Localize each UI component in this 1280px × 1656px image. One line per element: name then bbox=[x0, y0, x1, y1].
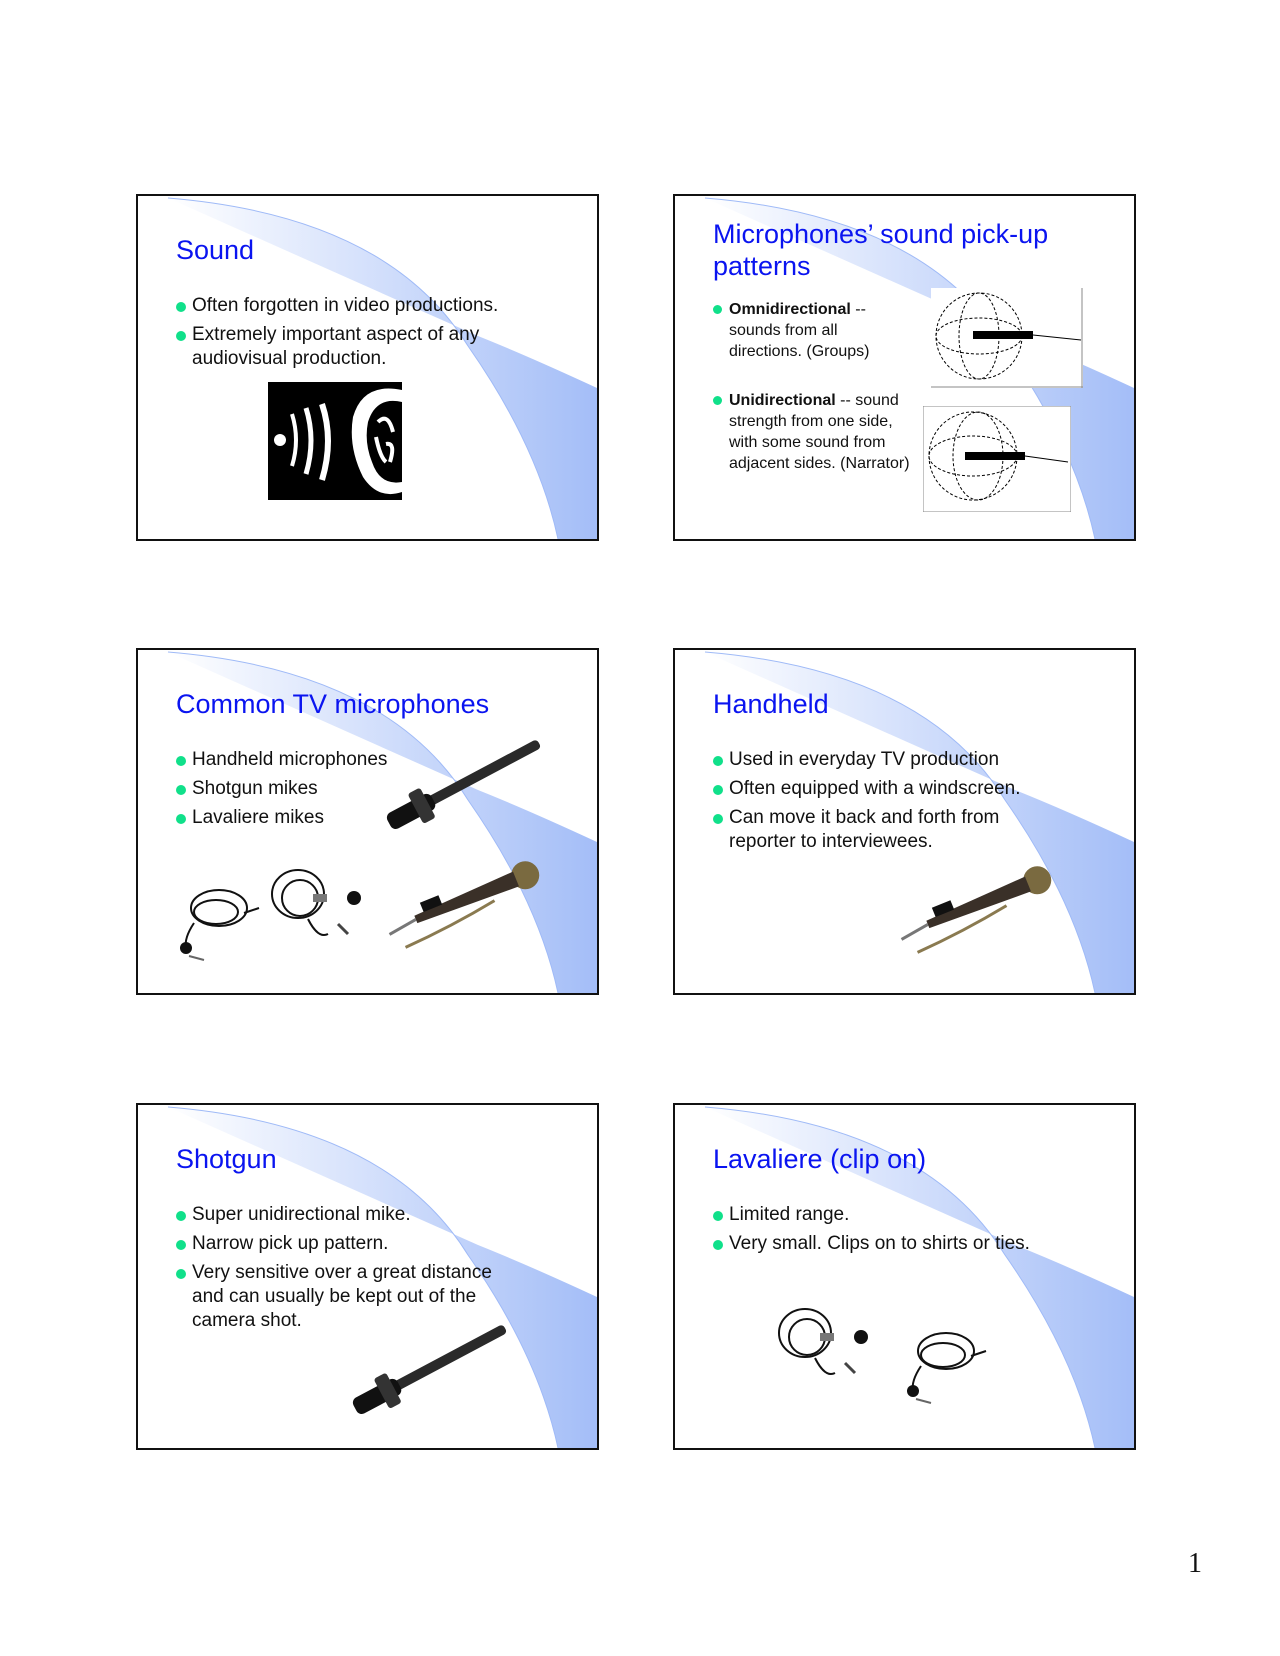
bullet-term: Unidirectional bbox=[729, 392, 836, 409]
handheld-mic-image bbox=[384, 860, 546, 955]
slide-shotgun bbox=[136, 1103, 599, 1450]
bullet-icon bbox=[176, 302, 186, 312]
bullet-icon bbox=[713, 756, 723, 766]
bullet-list bbox=[713, 748, 1043, 859]
bullet-item bbox=[176, 1232, 516, 1256]
bullet-icon bbox=[713, 396, 722, 405]
bullet-icon bbox=[176, 1269, 186, 1279]
unidirectional-pattern-diagram bbox=[923, 406, 1071, 512]
bullet-icon bbox=[713, 1240, 723, 1250]
bullet-item bbox=[713, 1232, 1030, 1256]
slide-lavaliere bbox=[673, 1103, 1136, 1450]
lavaliere-mic-image bbox=[268, 864, 368, 953]
bullet-item bbox=[713, 299, 879, 362]
bullet-icon bbox=[713, 814, 723, 824]
bullet-icon bbox=[176, 331, 186, 341]
bullet-text: -- sounds from all directions. (Groups) bbox=[729, 301, 870, 360]
bullet-text: Very small. Clips on to shirts or ties. bbox=[729, 1233, 1030, 1254]
bullet-item bbox=[713, 748, 1043, 772]
shotgun-mic-image bbox=[336, 1323, 518, 1424]
bullet-item bbox=[176, 748, 387, 772]
ear-sound-icon bbox=[268, 382, 402, 500]
bullet-icon bbox=[176, 756, 186, 766]
slide-title: Microphones’ sound pick-up patterns bbox=[713, 219, 1049, 281]
lavaliere-mic-image bbox=[901, 1321, 991, 1414]
bullet-icon bbox=[176, 814, 186, 824]
bullet-list bbox=[176, 294, 502, 376]
bullet-item bbox=[713, 806, 1019, 854]
lavaliere-mic-image bbox=[775, 1303, 875, 1392]
bullet-icon bbox=[176, 1211, 186, 1221]
handheld-mic-image bbox=[896, 865, 1058, 960]
slide-title: Handheld bbox=[713, 689, 829, 719]
bullet-icon bbox=[176, 785, 186, 795]
bullet-item bbox=[713, 390, 919, 474]
bullet-item bbox=[176, 777, 387, 801]
omnidirectional-pattern-diagram bbox=[931, 288, 1083, 388]
bullet-text: Very sensitive over a great distance and can usually be kept out of the camera shot. bbox=[192, 1262, 492, 1331]
bullet-item bbox=[176, 323, 502, 371]
bullet-item bbox=[176, 294, 502, 318]
bullet-icon bbox=[713, 785, 723, 795]
bullet-icon bbox=[713, 1211, 723, 1221]
bullet-term: Omnidirectional bbox=[729, 301, 851, 318]
page-number: 1 bbox=[1188, 1548, 1202, 1579]
slide-pickup-patterns bbox=[673, 194, 1136, 541]
slide-sound bbox=[136, 194, 599, 541]
slide-title: Lavaliere (clip on) bbox=[713, 1144, 927, 1174]
bullet-item bbox=[176, 1203, 516, 1227]
slide-title: Common TV microphones bbox=[176, 689, 490, 719]
bullet-text: -- sound strength from one side, with some sound from adjacent sides. (Narrator) bbox=[729, 392, 910, 472]
slide-title: Sound bbox=[176, 235, 255, 265]
bullet-text: Limited range. bbox=[729, 1204, 850, 1225]
shotgun-mic-image bbox=[370, 738, 552, 839]
bullet-list bbox=[176, 1203, 516, 1338]
bullet-icon bbox=[713, 305, 722, 314]
bullet-text: Lavaliere mikes bbox=[192, 807, 324, 828]
bullet-list bbox=[713, 299, 913, 479]
bullet-text: Handheld microphones bbox=[192, 749, 388, 770]
slide-common-tv-microphones bbox=[136, 648, 599, 995]
lavaliere-mic-image bbox=[174, 878, 264, 971]
bullet-text: Often forgotten in video productions. bbox=[192, 295, 499, 316]
bullet-item bbox=[176, 806, 387, 830]
slide-title: Shotgun bbox=[176, 1144, 277, 1174]
bullet-text: Can move it back and forth from reporter to interviewees. bbox=[729, 807, 1000, 852]
slide-handheld bbox=[673, 648, 1136, 995]
bullet-text: Super unidirectional mike. bbox=[192, 1204, 411, 1225]
bullet-text: Extremely important aspect of any audiovisual production. bbox=[192, 324, 480, 369]
bullet-list bbox=[176, 748, 387, 835]
bullet-text: Often equipped with a windscreen. bbox=[729, 778, 1021, 799]
bullet-text: Used in everyday TV production bbox=[729, 749, 1000, 770]
bullet-text: Narrow pick up pattern. bbox=[192, 1233, 389, 1254]
bullet-list bbox=[713, 1203, 1030, 1261]
bullet-item bbox=[713, 1203, 1030, 1227]
bullet-text: Shotgun mikes bbox=[192, 778, 318, 799]
bullet-icon bbox=[176, 1240, 186, 1250]
bullet-item bbox=[713, 777, 1043, 801]
